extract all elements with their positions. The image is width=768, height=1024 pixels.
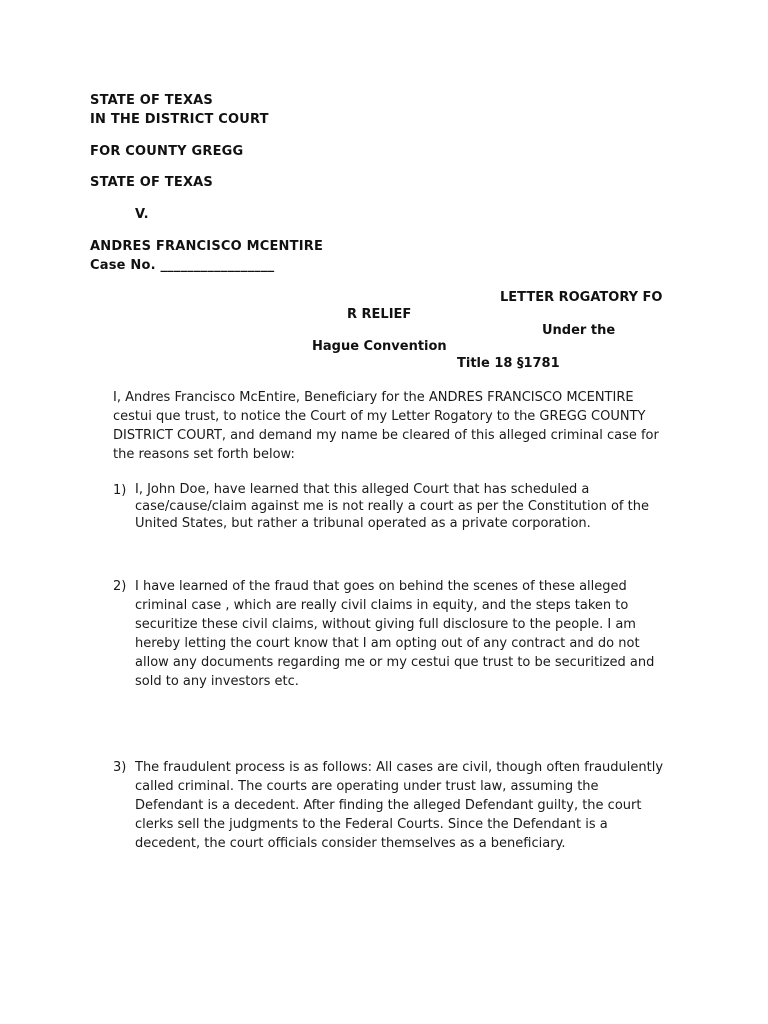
- versus-label: V.: [135, 207, 149, 222]
- list-item-text: I, John Doe, have learned that this alleged Court that has scheduled a case/cause/claim against me is not really a court as per the Constitution of the United States, but rather a tribunal operated as a private corporation.: [135, 482, 649, 531]
- court-heading: IN THE DISTRICT COURT: [90, 112, 269, 127]
- list-item-number: 3): [113, 760, 127, 775]
- county-heading: FOR COUNTY GREGG: [90, 144, 244, 159]
- list-item-text: The fraudulent process is as follows: All cases are civil, though often fraudulently called criminal. The courts are operating under trust law, assuming the Defendant is a decedent. After finding the alleged Defendant guilty, the court clerks sell the judgments to the Federal Courts. Since the Defendant is a decedent, the court officials consider themselves as a beneficiary.: [135, 760, 664, 851]
- document-title-part5: Title 18 §1781: [457, 356, 560, 371]
- intro-paragraph: I, Andres Francisco McEntire, Beneficiary for the ANDRES FRANCISCO MCENTIRE cestui que trust, to notice the Court of my Letter Rogatory to the GREGG COUNTY DISTRICT COURT, and demand my name be cleared of this alleged criminal case for the reasons set forth below:: [113, 390, 659, 462]
- list-item-number: 2): [113, 579, 127, 594]
- list-item-number: 1): [113, 483, 127, 498]
- document-title-part1: LETTER ROGATORY FO: [500, 290, 663, 305]
- state-heading: STATE OF TEXAS: [90, 93, 213, 108]
- document-title-part2: R RELIEF: [347, 307, 412, 322]
- defendant-name: ANDRES FRANCISCO MCENTIRE: [90, 239, 324, 254]
- list-item-text: I have learned of the fraud that goes on behind the scenes of these alleged criminal case , which are really civil claims in equity, and the steps taken to securitize these civil claims, without giving full disclosure to the people. I am hereby letting the court know that I am opting out of any contract and do not allow any documents regarding me or my cestui que trust to be securitized and sold to any investors etc.: [135, 579, 655, 689]
- document-title-part3: Under the: [542, 323, 616, 338]
- document-title-part4: Hague Convention: [312, 339, 447, 354]
- case-number: Case No. _________________: [90, 258, 275, 273]
- plaintiff-heading: STATE OF TEXAS: [90, 175, 213, 190]
